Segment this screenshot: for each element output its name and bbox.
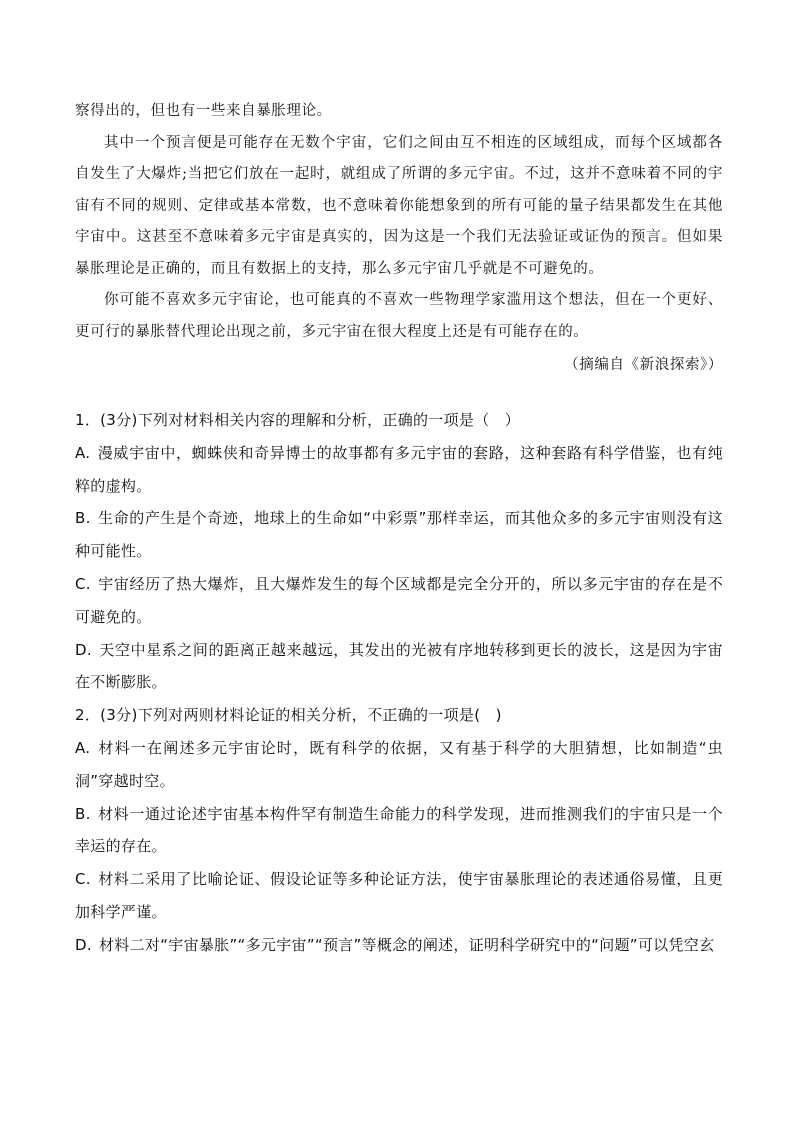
material-paragraph: 察得出的，但也有一些来自暴胀理论。 — [75, 103, 332, 119]
option-a — [75, 732, 723, 798]
option-d — [75, 634, 723, 700]
option-text: 材料二采用了比喻论证、假设论证等多种论证方法，使宇宙暴胀理论的表述通俗易懂，且更加科学严谨。 — [75, 870, 723, 921]
material-paragraph: 你可能不喜欢多元宇宙论，也可能真的不喜欢一些物理学家滥用这个想法，但在一个更好、更可行的暴胀替代理论出现之前，多元宇宙在很大程度上还是有可能存在的。 — [75, 292, 723, 340]
option-letter: D. — [75, 640, 92, 659]
option-letter: B. — [75, 804, 91, 823]
option-text: 宇宙经历了热大爆炸，且大爆炸发生的每个区域都是完全分开的，所以多元宇宙的存在是不可避免的。 — [75, 574, 723, 626]
option-letter: A. — [75, 738, 91, 757]
question-list — [75, 404, 723, 962]
question-2 — [75, 699, 723, 961]
material-source: （摘编自《新浪探索》） — [564, 357, 723, 373]
question-stem: 1．(3分)下列对材料相关内容的理解和分析，正确的一项是（ ） — [75, 411, 521, 429]
option-text: 天空中星系之间的距离正越来越远，其发出的光被有序地转移到更长的波长，这是因为宇宙在不断膨胀。 — [75, 640, 723, 692]
option-b — [75, 798, 723, 864]
option-text: 材料一在阐述多元宇宙论时，既有科学的依据，又有基于科学的大胆猜想，比如制造“虫洞”穿越时空。 — [75, 738, 723, 790]
option-text: 材料二对“宇宙暴胀”“多元宇宙”“预言”等概念的阐述，证明科学研究中的“问题”可以凭空玄 — [99, 935, 715, 954]
question-1 — [75, 404, 723, 699]
option-letter: C. — [75, 574, 91, 593]
option-c — [75, 568, 723, 634]
option-c — [75, 863, 723, 929]
option-d — [75, 929, 723, 962]
material-paragraph: 其中一个预言便是可能存在无数个宇宙，它们之间由互不相连的区域组成，而每个区域都各自发生了大爆炸;当把它们放在一起时，就组成了所谓的多元宇宙。不过，这并不意味着不同的宇宙有不同的规则、定律或基本常数，也不意味着你能想象到的所有可能的量子结果都发生在其他宇宙中。这甚至不意味着多元宇宙是真实的，因为这是一个我们无法验证或证伪的预言。但如果暴胀理论是正确的，而且有数据上的支持，那么多元宇宙几乎就是不可避免的。 — [75, 134, 723, 277]
option-text: 材料一通过论述宇宙基本构件罕有制造生命能力的科学发现，进而推测我们的宇宙只是一个幸运的存在。 — [75, 804, 723, 856]
question-stem: 2．(3分)下列对两则材料论证的相关分析，不正确的一项是( ) — [75, 706, 502, 725]
option-b — [75, 502, 723, 568]
option-letter: B. — [75, 509, 91, 528]
option-letter: C. — [75, 870, 91, 889]
option-text: 漫威宇宙中，蜘蛛侠和奇异博士的故事都有多元宇宙的套路，这种套路有科学借鉴，也有纯粹的虚构。 — [75, 443, 723, 495]
option-text: 生命的产生是个奇迹，地球上的生命如“中彩票”那样幸运，而其他众多的多元宇宙则没有这种可能性。 — [75, 509, 723, 561]
reading-material — [75, 96, 723, 382]
option-a — [75, 437, 723, 503]
option-letter: A. — [75, 443, 91, 462]
option-letter: D. — [75, 935, 92, 954]
